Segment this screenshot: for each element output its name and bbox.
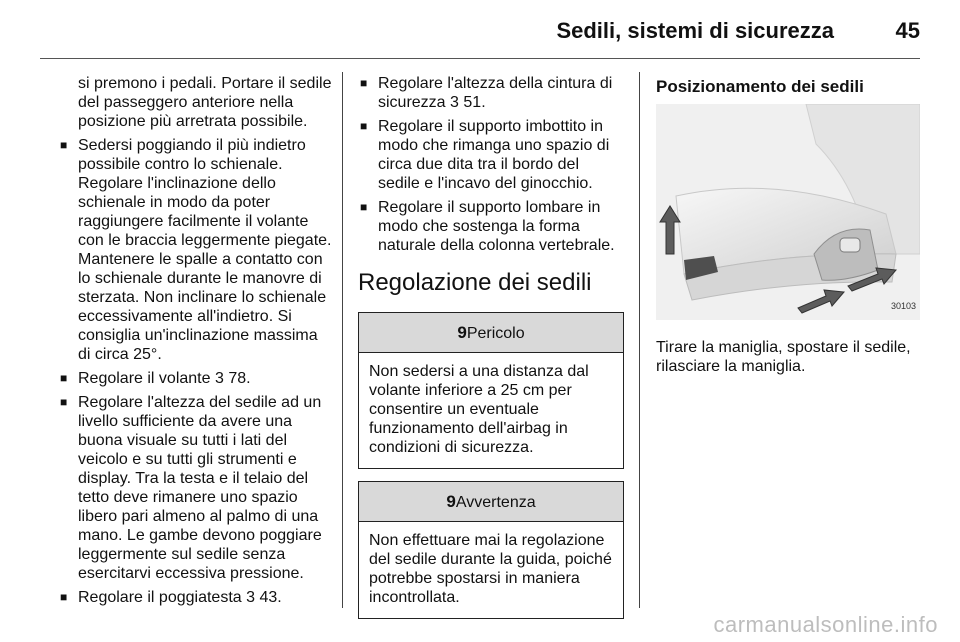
list-item-text: Regolare il supporto lombare in modo che sostenga la forma naturale della colonna vertebrale.: [378, 199, 615, 254]
list-item-text: Regolare l'altezza della cintura di sicurezza: [378, 75, 613, 111]
warning-box-header: [359, 482, 623, 522]
section-heading: Regolazione dei sedili: [358, 269, 592, 296]
warning-triangle-icon: 9: [446, 492, 456, 511]
continuation-text: si premono i pedali. Portare il sedile del passeggero anteriore nella posizione più arretrata possibile.: [78, 75, 332, 130]
reference-arrow-icon: 3: [246, 589, 256, 606]
subsection-heading: Posizionamento dei sedili: [656, 77, 864, 96]
list-item: [358, 198, 624, 255]
page-reference: 43.: [259, 589, 282, 606]
column-2: [358, 74, 624, 631]
list-item-text: Regolare l'altezza del sedile ad un livello sufficiente da avere una buona visuale su tutti i lati del veicolo e su tutti gli strumenti e display. Tra la testa e il telaio del tetto deve rimanere uno spazio libero pari almeno al palmo di una mano. Le gambe devono poggiare leggermente sul sedile senza esercitarvi eccessiva pressione.: [78, 394, 322, 582]
seat-adjustment-illustration: [656, 104, 920, 320]
page-number: 45: [895, 18, 920, 43]
warning-box: [358, 481, 624, 619]
column-1: [58, 74, 334, 612]
header-rule: [40, 58, 920, 59]
page-header: [0, 0, 960, 62]
page-reference: 51.: [463, 94, 486, 111]
column-3: [656, 74, 924, 376]
image-code: 30103: [890, 301, 916, 311]
danger-body: Non sedersi a una distanza dal volante inferiore a 25 cm per consentire un eventuale funzionamento dell'airbag in condizioni di sicurezza.: [369, 363, 589, 456]
reference-arrow-icon: 3: [214, 370, 224, 387]
warning-title: Avvertenza: [455, 494, 536, 511]
column-separator-1: [342, 72, 343, 608]
column-separator-2: [639, 72, 640, 608]
page-reference: 78.: [228, 370, 251, 387]
danger-box-header: [359, 313, 623, 353]
page-title: Sedili, sistemi di sicurezza: [556, 18, 834, 43]
list-item-text: Regolare il poggiatesta: [78, 589, 242, 606]
bullet-list-1: [58, 136, 334, 607]
list-item: [58, 393, 334, 583]
seat-illustration-icon: [656, 104, 920, 320]
list-item: [358, 117, 624, 193]
danger-box: [358, 312, 624, 469]
list-item: [58, 588, 334, 607]
list-item-text: Regolare il volante: [78, 370, 211, 387]
danger-title: Pericolo: [466, 325, 525, 342]
watermark: carmanualsonline.info: [713, 612, 938, 637]
list-item-text: Sedersi poggiando il più indietro possibile contro lo schienale. Regolare l'inclinazione dello schienale in modo da poter raggiungere facilmente il volante con le braccia leggermente piegate. Mantenere le spalle a contatto con lo schienale durante le manovre di sterzata. Non inclinare lo schienale eccessivamente all'indietro. Si consiglia un'inclinazione massima di circa 25°.: [78, 137, 332, 363]
reference-arrow-icon: 3: [450, 94, 459, 111]
list-item: [358, 74, 624, 112]
warning-triangle-icon: 9: [457, 323, 467, 342]
warning-body: Non effettuare mai la regolazione del sedile durante la guida, poiché potrebbe spostarsi in maniera incontrollata.: [369, 532, 612, 606]
list-item-text: Regolare il supporto imbottito in modo che rimanga uno spazio di circa due dita tra il bordo del sedile e l'incavo del ginocchio.: [378, 118, 610, 192]
list-item: [58, 369, 334, 388]
list-item: [58, 136, 334, 364]
image-caption: Tirare la maniglia, spostare il sedile, rilasciare la maniglia.: [656, 339, 911, 375]
bullet-list-2: [358, 74, 624, 255]
